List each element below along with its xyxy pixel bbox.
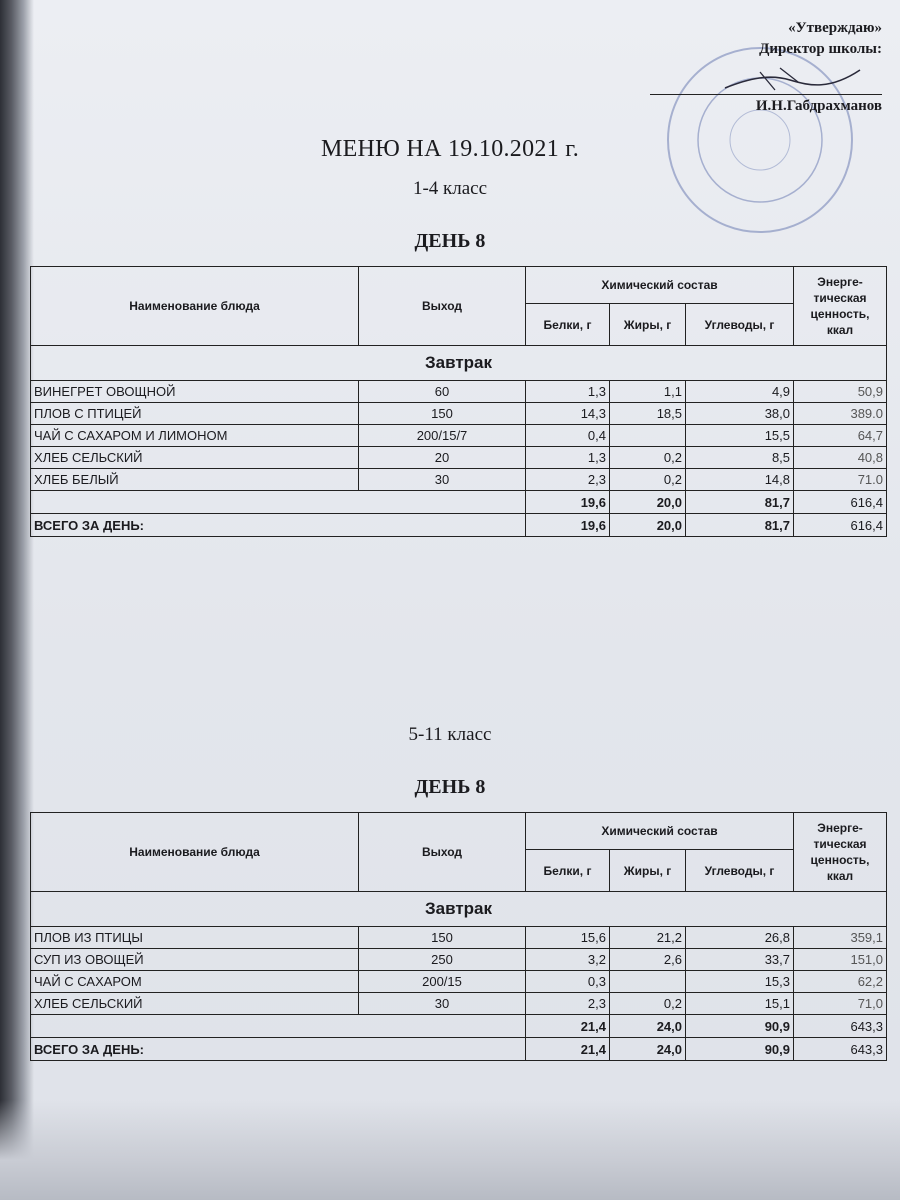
dish-name: ПЛОВ ИЗ ПТИЦЫ (31, 927, 359, 949)
dish-fats (610, 425, 686, 447)
dish-name: ЧАЙ С САХАРОМ И ЛИМОНОМ (31, 425, 359, 447)
dish-carbs: 26,8 (686, 927, 794, 949)
total-carbs: 90,9 (686, 1015, 794, 1038)
dish-energy: 62,2 (794, 971, 887, 993)
dish-carbs: 8,5 (686, 447, 794, 469)
approval-block (759, 18, 882, 60)
page-title: МЕНЮ НА 19.10.2021 г. (320, 136, 580, 162)
header-carbs: Углеводы, г (686, 304, 794, 346)
day-total-proteins: 21,4 (526, 1038, 610, 1061)
header-proteins: Белки, г (526, 304, 610, 346)
day-total-row (31, 1038, 887, 1061)
day-total-carbs: 81,7 (686, 514, 794, 537)
dish-proteins: 1,3 (526, 381, 610, 403)
meal-total-row (31, 491, 887, 514)
day-total-fats: 24,0 (610, 1038, 686, 1061)
header-carbs: Углеводы, г (686, 850, 794, 892)
dish-proteins: 0,3 (526, 971, 610, 993)
total-energy: 616,4 (794, 491, 887, 514)
table-row (31, 447, 887, 469)
dish-output: 30 (359, 469, 526, 491)
header-name: Наименование блюда (31, 267, 359, 346)
dish-energy: 50,9 (794, 381, 887, 403)
dish-fats: 0,2 (610, 993, 686, 1015)
dish-energy: 64,7 (794, 425, 887, 447)
dish-name: СУП ИЗ ОВОЩЕЙ (31, 949, 359, 971)
table-row (31, 993, 887, 1015)
total-carbs: 81,7 (686, 491, 794, 514)
meal-total-row (31, 1015, 887, 1038)
dish-energy: 151,0 (794, 949, 887, 971)
dish-fats (610, 971, 686, 993)
dish-fats: 2,6 (610, 949, 686, 971)
day-total-row (31, 514, 887, 537)
approval-title: «Утверждаю» (788, 20, 882, 36)
dish-energy: 71,0 (794, 993, 887, 1015)
day-total-label: ВСЕГО ЗА ДЕНЬ: (31, 514, 526, 537)
header-energy: Энерге-тическая ценность, ккал (794, 267, 887, 346)
day-total-fats: 20,0 (610, 514, 686, 537)
dish-output: 30 (359, 993, 526, 1015)
dish-energy: 71.0 (794, 469, 887, 491)
dish-proteins: 1,3 (526, 447, 610, 469)
header-energy: Энерге-тическая ценность, ккал (794, 813, 887, 892)
dish-name: ЧАЙ С САХАРОМ (31, 971, 359, 993)
dish-output: 200/15 (359, 971, 526, 993)
day-total-energy: 616,4 (794, 514, 887, 537)
day-total-proteins: 19,6 (526, 514, 610, 537)
scan-bottom-shadow (0, 1100, 900, 1200)
day-total-energy: 643,3 (794, 1038, 887, 1061)
dish-proteins: 14,3 (526, 403, 610, 425)
table-row (31, 949, 887, 971)
dish-proteins: 0,4 (526, 425, 610, 447)
dish-carbs: 14,8 (686, 469, 794, 491)
table-row (31, 927, 887, 949)
dish-output: 250 (359, 949, 526, 971)
table-row (31, 403, 887, 425)
dish-energy: 40,8 (794, 447, 887, 469)
total-energy: 643,3 (794, 1015, 887, 1038)
header-fats: Жиры, г (610, 304, 686, 346)
dish-fats: 1,1 (610, 381, 686, 403)
table-row (31, 381, 887, 403)
table-row (31, 971, 887, 993)
meal-label: Завтрак (31, 346, 887, 381)
meal-label: Завтрак (31, 892, 887, 927)
dish-carbs: 4,9 (686, 381, 794, 403)
table-row (31, 469, 887, 491)
total-label-empty (31, 1015, 526, 1038)
total-fats: 24,0 (610, 1015, 686, 1038)
dish-proteins: 2,3 (526, 993, 610, 1015)
day-heading-2: ДЕНЬ 8 (414, 776, 486, 798)
table-row (31, 425, 887, 447)
header-chem: Химический состав (526, 813, 794, 850)
dish-name: ХЛЕБ БЕЛЫЙ (31, 469, 359, 491)
dish-output: 20 (359, 447, 526, 469)
director-name: И.Н.Габдрахманов (755, 98, 882, 114)
dish-fats: 0,2 (610, 447, 686, 469)
day-heading-1: ДЕНЬ 8 (414, 230, 486, 252)
day-total-label: ВСЕГО ЗА ДЕНЬ: (31, 1038, 526, 1061)
meal-row (31, 892, 887, 927)
dish-output: 150 (359, 927, 526, 949)
dish-name: ВИНЕГРЕТ ОВОЩНОЙ (31, 381, 359, 403)
dish-name: ХЛЕБ СЕЛЬСКИЙ (31, 993, 359, 1015)
grade-heading-2: 5-11 класс (408, 724, 492, 745)
dish-carbs: 15,5 (686, 425, 794, 447)
menu-table-2 (30, 812, 887, 1061)
dish-carbs: 15,3 (686, 971, 794, 993)
dish-proteins: 3,2 (526, 949, 610, 971)
dish-output: 60 (359, 381, 526, 403)
dish-carbs: 38,0 (686, 403, 794, 425)
approval-position: Директор школы: (759, 41, 882, 57)
table-header-row (31, 813, 887, 850)
dish-proteins: 2,3 (526, 469, 610, 491)
day-total-carbs: 90,9 (686, 1038, 794, 1061)
dish-name: ПЛОВ С ПТИЦЕЙ (31, 403, 359, 425)
dish-output: 200/15/7 (359, 425, 526, 447)
dish-output: 150 (359, 403, 526, 425)
table-header-row (31, 267, 887, 304)
dish-energy: 389.0 (794, 403, 887, 425)
header-output: Выход (359, 813, 526, 892)
header-chem: Химический состав (526, 267, 794, 304)
dish-fats: 0,2 (610, 469, 686, 491)
header-fats: Жиры, г (610, 850, 686, 892)
total-proteins: 19,6 (526, 491, 610, 514)
dish-energy: 359,1 (794, 927, 887, 949)
dish-name: ХЛЕБ СЕЛЬСКИЙ (31, 447, 359, 469)
total-label-empty (31, 491, 526, 514)
dish-proteins: 15,6 (526, 927, 610, 949)
dish-fats: 21,2 (610, 927, 686, 949)
header-name: Наименование блюда (31, 813, 359, 892)
dish-carbs: 33,7 (686, 949, 794, 971)
total-fats: 20,0 (610, 491, 686, 514)
grade-heading-1: 1-4 класс (412, 178, 488, 199)
meal-row (31, 346, 887, 381)
header-output: Выход (359, 267, 526, 346)
menu-table-1 (30, 266, 887, 537)
signature-line (650, 94, 882, 95)
header-proteins: Белки, г (526, 850, 610, 892)
dish-fats: 18,5 (610, 403, 686, 425)
total-proteins: 21,4 (526, 1015, 610, 1038)
dish-carbs: 15,1 (686, 993, 794, 1015)
